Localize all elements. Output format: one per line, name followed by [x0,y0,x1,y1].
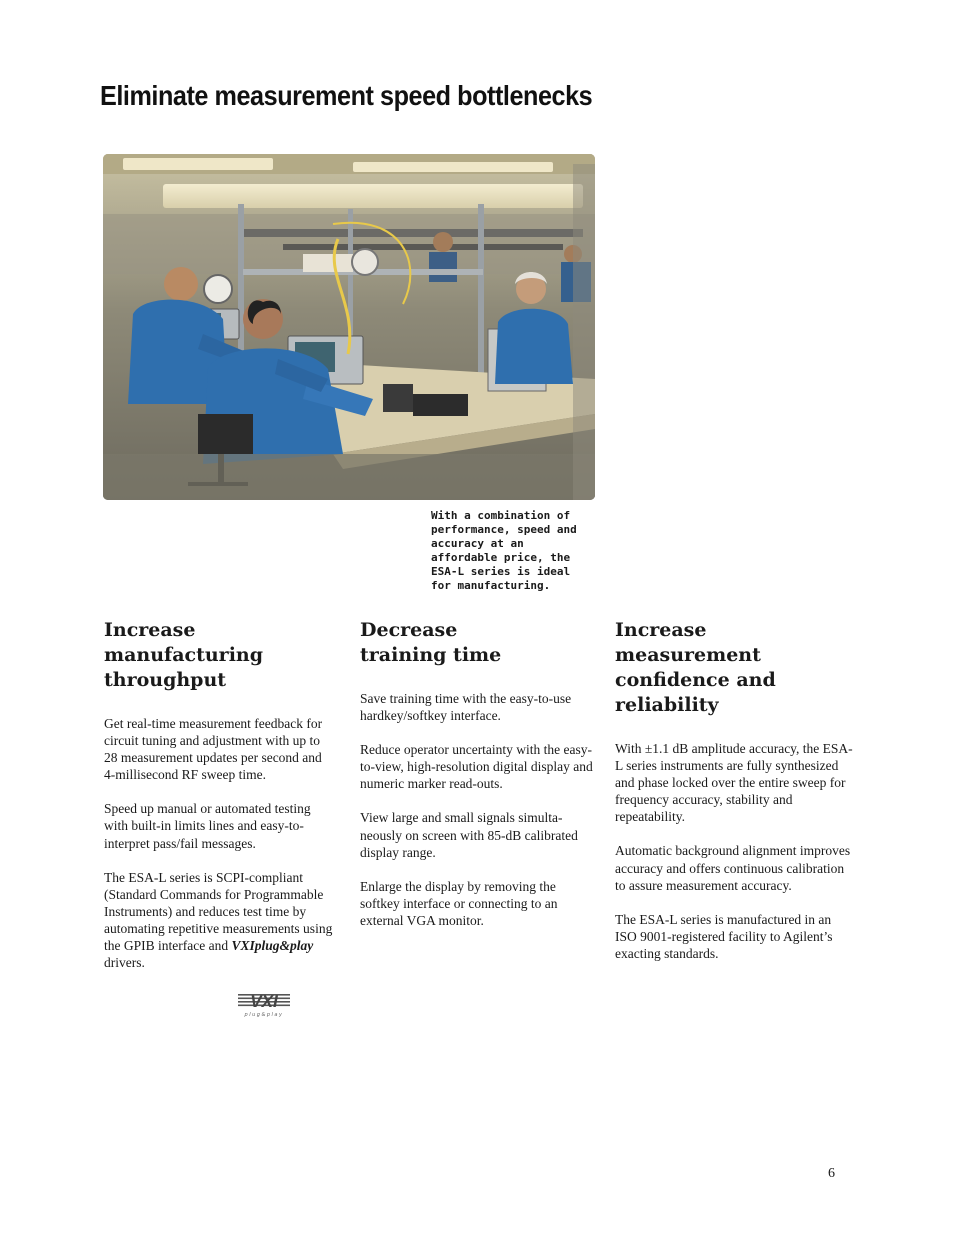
paragraph: With ±1.1 dB amplitude accuracy, the ESA-L series instruments are fully synthesized and phase locked over the entire sweep for frequency accuracy, stability and repeatability. [615,741,853,825]
paragraph: The ESA-L series is manufactured in an ISO 9001-registered facility to Agilent’s exacting standards. [615,911,833,961]
vxi-plugplay-logo [238,991,290,1019]
heading-throughput [104,618,336,693]
paragraph: Speed up manual or automated testing with built-in limits lines and easy-to-interpret pass/fail messages. [104,801,311,851]
paragraph-text: drivers. [104,955,145,971]
column-confidence [615,618,853,979]
heading-line: measurement [615,644,761,666]
paragraph-text: The ESA-L series is SCPI-compliant (Standard Commands for Programmable Instruments) and reduces test time by automating repetitive measurements using the GPIB interface and [104,869,333,954]
heading-line: confidence and [615,669,776,691]
heading-line: throughput [104,669,227,691]
column-throughput [104,618,336,988]
page-number: 6 [828,1166,835,1181]
manufacturing-floor-photo [103,154,595,500]
heading-line: reliability [615,694,719,716]
logo-sub: plug&play [244,1012,284,1018]
paragraph-scpi [104,869,336,972]
paragraph: View large and small signals simulta-neously on screen with 85-dB calibrated display range. [360,810,578,860]
heading-line: manufacturing [104,644,264,666]
heading-line: Decrease [360,619,458,641]
paragraph: Enlarge the display by removing the softkey interface or connecting to an external VGA monitor. [360,878,558,928]
page-title: Eliminate measurement speed bottlenecks [100,80,593,111]
vxiplugplay-term: VXIplug&play [231,938,314,954]
paragraph: Save training time with the easy-to-use hardkey/softkey interface. [360,691,572,724]
paragraph: Reduce operator uncertainty with the easy-to-view, high-resolution digital display and numeric marker read-outs. [360,742,593,792]
heading-line: training time [360,644,502,666]
heading-line: Increase [104,619,196,641]
heading-training [360,618,598,668]
photo-caption: With a combination of performance, speed and accuracy at an affordable price, the ESA-L series is ideal for manufacturing. [431,509,577,592]
logo-mark: VXI [250,992,278,1011]
column-training [360,618,598,946]
paragraph: Get real-time measurement feedback for circuit tuning and adjustment with up to 28 measurement updates per second and 4-millisecond RF sweep time. [104,716,323,783]
heading-line: Increase [615,619,707,641]
heading-confidence [615,618,853,718]
paragraph: Automatic background alignment improves accuracy and offers continuous calibration to assure measurement accuracy. [615,843,851,893]
